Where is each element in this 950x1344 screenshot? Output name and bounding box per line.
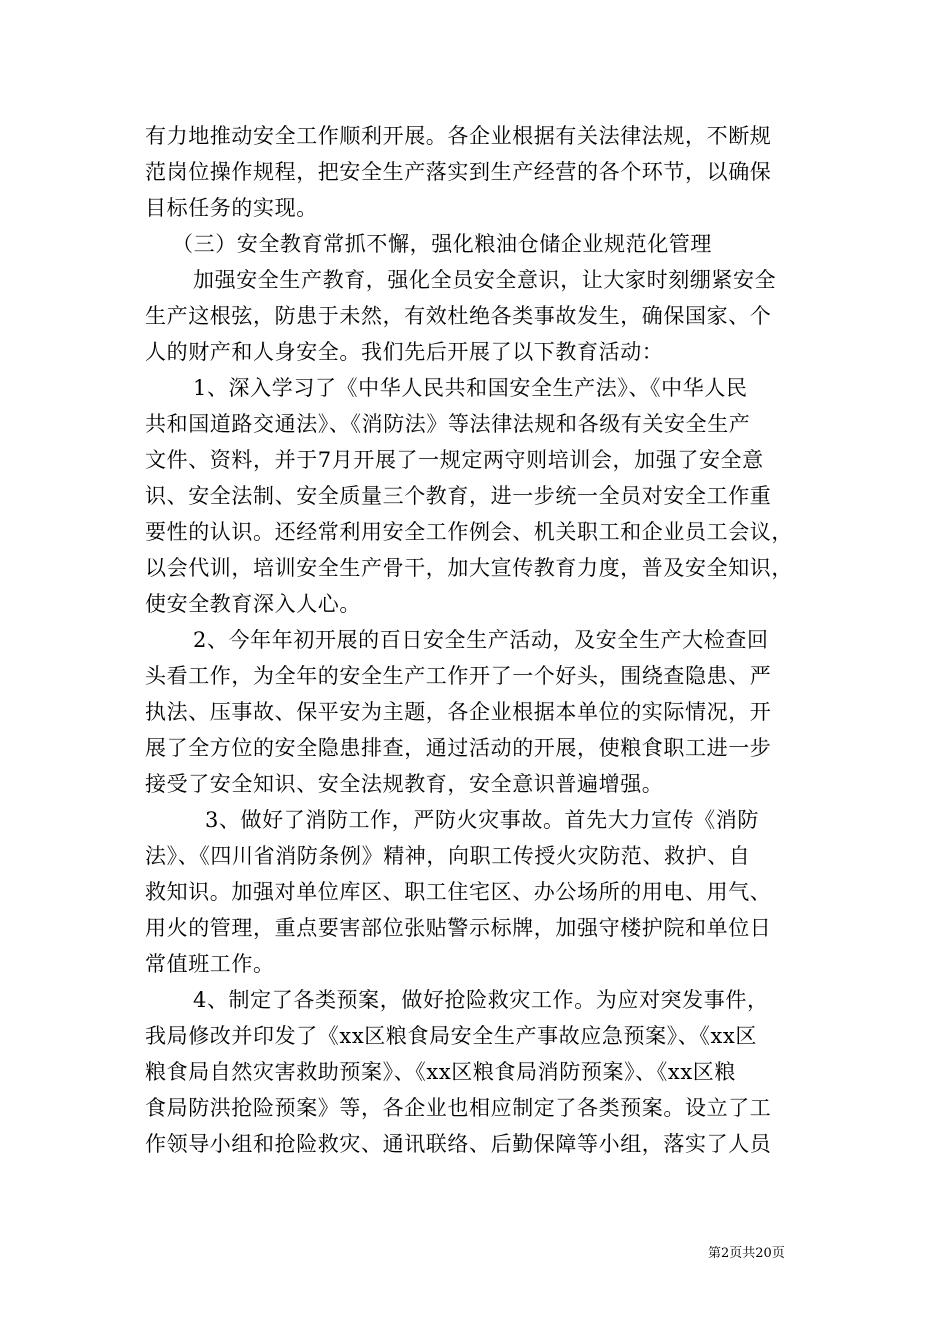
text-line: 以会代训，培训安全生产骨干，加大宣传教育力度，普及安全知识，: [145, 556, 793, 580]
text-line: 范岗位操作规程，把安全生产落实到生产经营的各个环节，以确保: [145, 160, 772, 184]
text-line: 4、制定了各类预案，做好抢险救灾工作。为应对突发事件，: [193, 988, 769, 1012]
text-line: 要性的认识。还经常利用安全工作例会、机关职工和企业员工会议，: [145, 520, 793, 544]
text-line: 常值班工作。: [145, 952, 275, 976]
text-line: 法》、《四川省消防条例》精神，向职工传授火灾防范、救护、自: [145, 844, 751, 868]
text-line: 使安全教育深入人心。: [145, 592, 361, 616]
text-line: 人的财产和人身安全。我们先后开展了以下教育活动：: [145, 340, 664, 364]
text-line: 加强安全生产教育，强化全员安全意识，让大家时刻绷紧安全: [193, 268, 777, 292]
text-line: 用火的管理，重点要害部位张贴警示标牌，加强守楼护院和单位日: [145, 916, 772, 940]
text-line: 文件、资料，并于7月开展了一规定两守则培训会，加强了安全意: [145, 448, 764, 472]
text-line: 我局修改并印发了《xx区粮食局安全生产事故应急预案》、《xx区: [145, 1024, 757, 1048]
text-line: 3、做好了消防工作，严防火灾事故。首先大力宣传《消防: [205, 808, 759, 832]
text-line: 有力地推动安全工作顺利开展。各企业根据有关法律法规，不断规: [145, 124, 772, 148]
text-line: 执法、压事故、保平安为主题，各企业根据本单位的实际情况，开: [145, 700, 772, 724]
page-number: 第2页共20页: [708, 1246, 785, 1261]
text-line: 识、安全法制、安全质量三个教育，进一步统一全员对安全工作重: [145, 484, 772, 508]
text-line: 1、深入学习了《中华人民共和国安全生产法》、《中华人民: [193, 376, 748, 400]
text-line: 目标任务的实现。: [145, 196, 318, 220]
text-line: 头看工作，为全年的安全生产工作开了一个好头，围绕查隐患、严: [145, 664, 772, 688]
text-line: 食局防洪抢险预案》等，各企业也相应制定了各类预案。设立了工: [145, 1096, 772, 1120]
text-line: 作领导小组和抢险救灾、通讯联络、后勤保障等小组，落实了人员: [145, 1132, 772, 1156]
section-heading: （三）安全教育常抓不懈，强化粮油仓储企业规范化管理: [172, 232, 712, 256]
text-line: 救知识。加强对单位库区、职工住宅区、办公场所的用电、用气、: [145, 880, 772, 904]
text-line: 展了全方位的安全隐患排查，通过活动的开展，使粮食职工进一步: [145, 736, 772, 760]
text-line: 2、今年年初开展的百日安全生产活动，及安全生产大检查回: [193, 628, 769, 652]
text-line: 接受了安全知识、安全法规教育，安全意识普遍增强。: [145, 772, 664, 796]
text-line: 共和国道路交通法》、《消防法》等法律法规和各级有关安全生产: [145, 412, 751, 436]
text-line: 粮食局自然灾害救助预案》、《xx区粮食局消防预案》、《xx区粮: [145, 1060, 736, 1084]
text-line: 生产这根弦，防患于未然，有效杜绝各类事故发生，确保国家、个: [145, 304, 772, 328]
